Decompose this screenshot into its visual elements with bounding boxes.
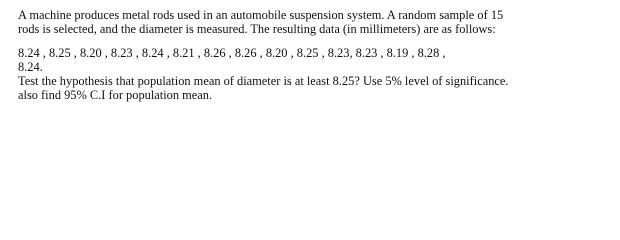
data-values-line-1: 8.24 , 8.25 , 8.20 , 8.23 , 8.24 , 8.21 , 8.26 , 8.26 , 8.20 , 8.25 , 8.23, 8.23 , 8.19 , 8.28 , <box>18 46 446 60</box>
problem-text <box>18 8 614 102</box>
question-line-1: Test the hypothesis that population mean of diameter is at least 8.25? Use 5% level of significance. <box>18 74 509 88</box>
data-values-line-2: 8.24. <box>18 60 43 74</box>
intro-line-1: A machine produces metal rods used in an automobile suspension system. A random sample of 15 <box>18 8 504 22</box>
paragraph-gap <box>18 36 614 46</box>
intro-line-2: rods is selected, and the diameter is measured. The resulting data (in millimeters) are as follows: <box>18 22 496 36</box>
question-line-2: also find 95% C.I for population mean. <box>18 88 213 102</box>
